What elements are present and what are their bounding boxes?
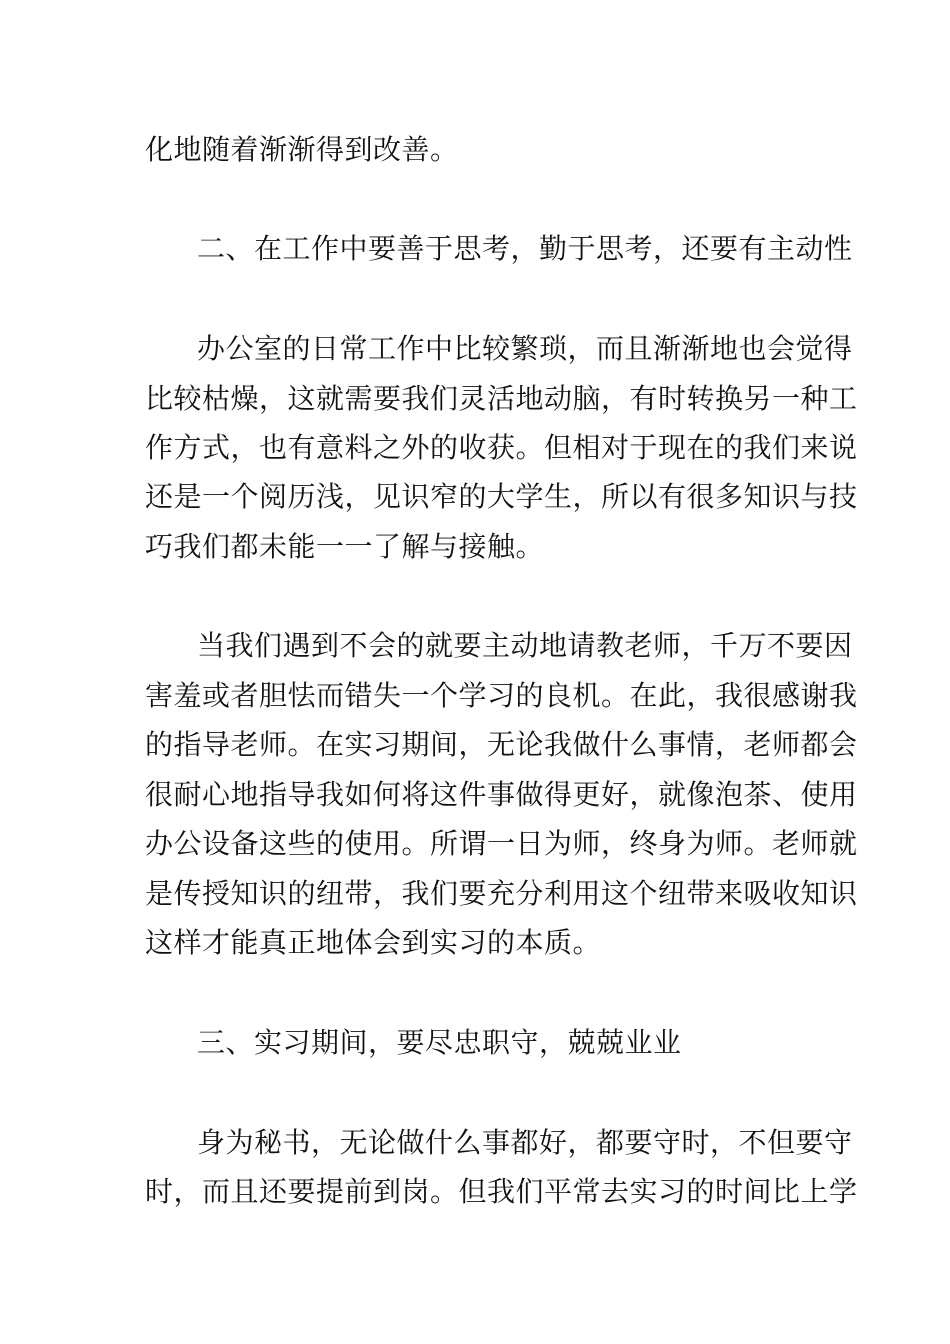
paragraph-line: 时，而且还要提前到岗。但我们平常去实习的时间比上学 <box>145 1175 858 1208</box>
paragraph-line: 是传授知识的纽带，我们要充分利用这个纽带来吸收知识 <box>145 877 858 910</box>
paragraph-line: 很耐心地指导我如何将这件事做得更好，就像泡茶、使用 <box>145 778 858 811</box>
paragraph-line: 化地随着渐渐得到改善。 <box>145 133 459 166</box>
paragraph-line: 还是一个阅历浅，见识窄的大学生，所以有很多知识与技 <box>145 480 858 513</box>
paragraph-line: 办公设备这些的使用。所谓一日为师，终身为师。老师就 <box>145 827 858 860</box>
section-heading: 三、实习期间，要尽忠职守，兢兢业业 <box>197 1026 682 1059</box>
paragraph-line: 作方式，也有意料之外的收获。但相对于现在的我们来说 <box>145 431 858 464</box>
paragraph-line: 的指导老师。在实习期间，无论我做什么事情，老师都会 <box>145 728 858 761</box>
paragraph-line: 身为秘书，无论做什么事都好，都要守时，不但要守 <box>197 1126 853 1159</box>
paragraph-line: 当我们遇到不会的就要主动地请教老师，千万不要因 <box>197 629 853 662</box>
paragraph-line: 这样才能真正地体会到实习的本质。 <box>145 926 602 959</box>
paragraph-line: 办公室的日常工作中比较繁琐，而且渐渐地也会觉得 <box>197 332 853 365</box>
section-heading: 二、在工作中要善于思考，勤于思考，还要有主动性 <box>197 232 853 265</box>
paragraph-line: 害羞或者胆怯而错失一个学习的良机。在此，我很感谢我 <box>145 679 858 712</box>
paragraph-line: 比较枯燥，这就需要我们灵活地动脑，有时转换另一种工 <box>145 382 858 415</box>
paragraph-line: 巧我们都未能一一了解与接触。 <box>145 530 545 563</box>
